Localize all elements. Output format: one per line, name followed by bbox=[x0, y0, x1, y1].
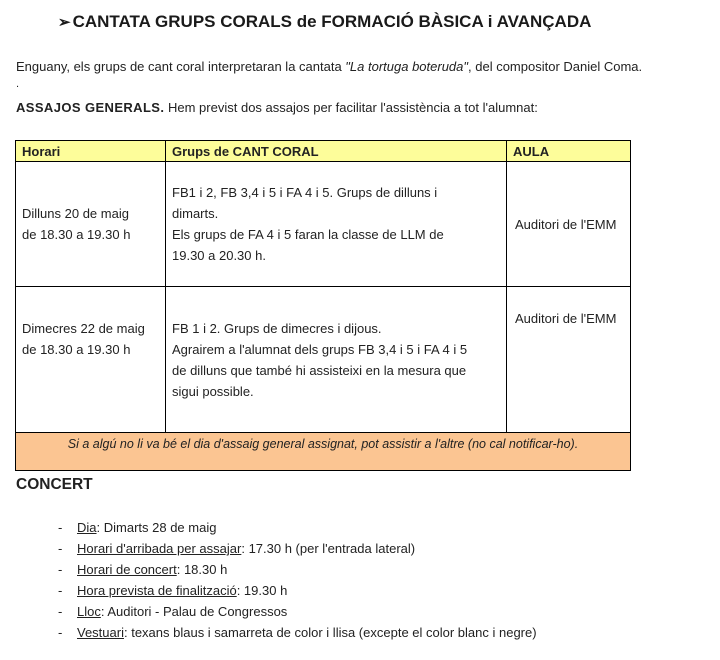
detail-label: Hora prevista de finalització bbox=[77, 583, 237, 598]
column-header-grups: Grups de CANT CORAL bbox=[166, 141, 507, 162]
horari-line: de 18.30 a 19.30 h bbox=[22, 341, 131, 357]
detail-value: : 17.30 h (per l'entrada lateral) bbox=[241, 541, 416, 556]
rehearsal-table bbox=[15, 140, 631, 471]
dash-bullet: - bbox=[58, 604, 63, 619]
detail-value: : 19.30 h bbox=[236, 583, 288, 598]
cantata-title: "La tortuga boteruda" bbox=[345, 59, 469, 74]
horari-cell bbox=[16, 287, 166, 433]
column-header-aula: AULA bbox=[507, 141, 631, 162]
grups-line: FB1 i 2, FB 3,4 i 5 i FA 4 i 5. Grups de dilluns i bbox=[172, 185, 438, 200]
detail-label: Horari d'arribada per assajar bbox=[77, 541, 242, 556]
assajos-heading: ASSAJOS GENERALS. bbox=[16, 100, 165, 115]
assajos-paragraph bbox=[16, 100, 538, 115]
table-row bbox=[16, 162, 631, 287]
grups-line: 19.30 a 20.30 h. bbox=[172, 248, 266, 263]
concert-heading: CONCERT bbox=[16, 476, 93, 493]
grups-line: sigui possible. bbox=[172, 383, 254, 399]
note-row bbox=[16, 433, 631, 471]
list-item bbox=[58, 561, 537, 582]
aula-cell bbox=[507, 287, 631, 433]
dash-bullet: - bbox=[58, 562, 63, 577]
grups-line: dimarts. bbox=[172, 206, 219, 221]
grups-cell bbox=[166, 162, 507, 287]
detail-value: : Dimarts 28 de maig bbox=[96, 520, 217, 535]
list-item bbox=[58, 519, 537, 540]
dash-bullet: - bbox=[58, 520, 63, 535]
detail-label: Vestuari bbox=[77, 625, 124, 640]
detail-value: : texans blaus i samarreta de color i llisa (excepte el color blanc i negre) bbox=[123, 625, 537, 640]
list-item bbox=[58, 540, 537, 561]
detail-label: Dia bbox=[77, 520, 97, 535]
detail-label: Horari de concert bbox=[77, 562, 177, 577]
arrow-bullet-icon: ➢ bbox=[58, 14, 71, 31]
schedule-note: Si a algú no li va bé el dia d'assaig general assignat, pot assistir a l'altre (no cal notificar-ho). bbox=[16, 433, 631, 471]
horari-cell bbox=[16, 162, 166, 287]
column-header-horari: Horari bbox=[16, 141, 166, 162]
dash-bullet: - bbox=[58, 541, 63, 556]
grups-cell bbox=[166, 287, 507, 433]
intro-text-before: Enguany, els grups de cant coral interpretaran la cantata bbox=[16, 59, 346, 74]
detail-label: Lloc bbox=[77, 604, 101, 619]
detail-value: : 18.30 h bbox=[176, 562, 228, 577]
list-item bbox=[58, 624, 537, 645]
table-row bbox=[16, 287, 631, 433]
assajos-text: Hem previst dos assajos per facilitar l'assistència a tot l'alumnat: bbox=[164, 100, 538, 115]
dash-bullet: - bbox=[58, 583, 63, 598]
grups-line: Agrairem a l'alumnat dels grups FB 3,4 i 5 i FA 4 i 5 bbox=[172, 341, 468, 357]
detail-value: : Auditori - Palau de Congressos bbox=[100, 604, 288, 619]
table-header-row bbox=[16, 141, 631, 162]
grups-line: Els grups de FA 4 i 5 faran la classe de LLM de bbox=[172, 227, 444, 242]
page-title bbox=[58, 12, 591, 32]
concert-details-list bbox=[58, 519, 537, 645]
stray-dot: . bbox=[16, 78, 20, 90]
list-item bbox=[58, 603, 537, 624]
title-text: CANTATA GRUPS CORALS de FORMACIÓ BÀSICA i AVANÇADA bbox=[72, 12, 592, 31]
aula-cell: Auditori de l'EMM bbox=[507, 162, 631, 287]
horari-line: Dilluns 20 de maig bbox=[22, 206, 129, 221]
list-item bbox=[58, 582, 537, 603]
intro-text-after: , del compositor Daniel Coma. bbox=[468, 59, 643, 74]
aula-text: Auditori de l'EMM bbox=[515, 311, 617, 326]
grups-line: de dilluns que també hi assisteixi en la mesura que bbox=[172, 362, 467, 378]
grups-line: FB 1 i 2. Grups de dimecres i dijous. bbox=[172, 320, 382, 336]
horari-line: Dimecres 22 de maig bbox=[22, 320, 145, 336]
horari-line: de 18.30 a 19.30 h bbox=[22, 227, 131, 242]
intro-paragraph bbox=[16, 59, 642, 74]
dash-bullet: - bbox=[58, 625, 63, 640]
